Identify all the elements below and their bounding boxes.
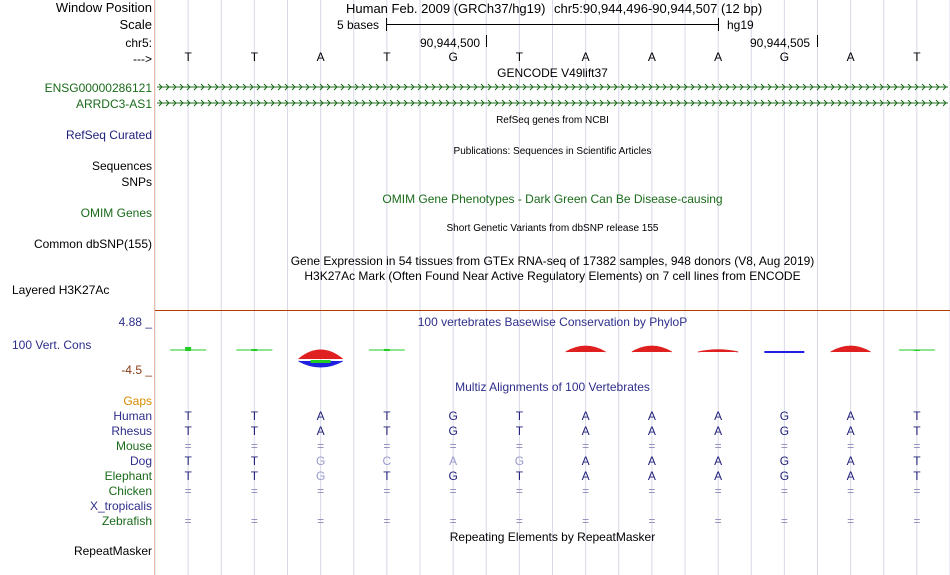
alignment-base-dog: T xyxy=(250,454,259,468)
alignment-base-zebrafish: = xyxy=(184,514,192,528)
ruler-coord-1: 90,944,500 xyxy=(420,36,481,50)
alignment-base-dog: A xyxy=(449,454,458,468)
reference-base: A xyxy=(316,50,325,64)
track-label-common-dbsnp[interactable]: Common dbSNP(155) xyxy=(33,237,152,251)
track-title-dbsnp: Short Genetic Variants from dbSNP release 155 xyxy=(446,223,659,234)
ruler-coord-2: 90,944,505 xyxy=(750,36,811,50)
alignment-base-elephant: T xyxy=(913,469,921,483)
alignment-base-dog: A xyxy=(714,454,723,468)
alignment-base-chicken: = xyxy=(317,484,325,498)
alignment-base-human: T xyxy=(913,409,921,423)
track-label-omim[interactable]: OMIM Genes xyxy=(80,206,152,220)
alignment-base-mouse: = xyxy=(648,439,656,453)
species-label-rhesus[interactable]: Rhesus xyxy=(111,424,152,438)
alignment-base-dog: G xyxy=(779,454,790,468)
alignment-base-zebrafish: = xyxy=(449,514,457,528)
species-label-chicken[interactable]: Chicken xyxy=(108,484,152,498)
track-title-h3k27ac: H3K27Ac Mark (Often Found Near Active Regulatory Elements) on 7 cell lines from ENCODE xyxy=(304,269,801,283)
scale-label: Scale xyxy=(119,17,152,32)
track-title-gtex: Gene Expression in 54 tissues from GTEx RNA-seq of 17382 samples, 948 donors (V8, Aug 2019) xyxy=(290,254,815,268)
alignment-base-dog: G xyxy=(315,454,326,468)
alignment-base-zebrafish: = xyxy=(913,514,921,528)
reference-base: T xyxy=(383,50,391,64)
assembly-title: Human Feb. 2009 (GRCh37/hg19) xyxy=(346,1,546,16)
alignment-base-mouse: = xyxy=(250,439,258,453)
alignment-base-chicken: = xyxy=(250,484,258,498)
species-label-mouse[interactable]: Mouse xyxy=(115,439,152,453)
alignment-base-elephant: G xyxy=(779,469,790,483)
cons-max-label: 4.88 _ xyxy=(118,315,152,329)
alignment-base-mouse: = xyxy=(184,439,192,453)
alignment-base-zebrafish: = xyxy=(515,514,523,528)
alignment-base-dog: A xyxy=(581,454,590,468)
reference-base: A xyxy=(581,50,590,64)
strand-arrow-label: ---> xyxy=(133,52,152,66)
alignment-base-zebrafish: = xyxy=(847,514,855,528)
scale-bar-text: 5 bases xyxy=(337,18,380,32)
alignment-base-chicken: = xyxy=(184,484,192,498)
alignment-base-mouse: = xyxy=(515,439,523,453)
reference-base: T xyxy=(184,50,192,64)
cons-min-label: -4.5 _ xyxy=(121,363,152,377)
track-title-phylop: 100 vertebrates Basewise Conservation by PhyloP xyxy=(417,315,688,329)
gene-label-arrdc3[interactable]: ARRDC3-AS1 xyxy=(75,97,152,111)
alignment-base-human: A xyxy=(581,409,590,423)
gene-label-ensg[interactable]: ENSG00000286121 xyxy=(44,81,152,95)
alignment-base-dog: T xyxy=(913,454,921,468)
alignment-base-rhesus: A xyxy=(647,424,656,438)
alignment-base-mouse: = xyxy=(847,439,855,453)
phylop-positive-peak xyxy=(299,350,343,359)
track-title-gencode: GENCODE V49lift37 xyxy=(497,66,608,80)
track-title-omim: OMIM Gene Phenotypes - Dark Green Can Be Disease-causing xyxy=(382,192,723,206)
alignment-base-chicken: = xyxy=(515,484,523,498)
alignment-base-elephant: T xyxy=(515,469,524,483)
phylop-bar xyxy=(311,360,331,363)
phylop-positive-peak xyxy=(632,346,672,352)
alignment-base-elephant: G xyxy=(448,469,458,483)
alignment-base-elephant: A xyxy=(714,469,723,483)
alignment-base-mouse: = xyxy=(317,439,325,453)
position-title: chr5:90,944,496-90,944,507 (12 bp) xyxy=(554,1,763,16)
alignment-base-human: A xyxy=(846,409,855,423)
alignment-base-human: T xyxy=(515,409,524,423)
alignment-base-chicken: = xyxy=(449,484,457,498)
alignment-base-zebrafish: = xyxy=(250,514,258,528)
alignment-base-rhesus: T xyxy=(184,424,192,438)
alignment-base-zebrafish: = xyxy=(714,514,722,528)
alignment-base-chicken: = xyxy=(780,484,788,498)
species-label-elephant[interactable]: Elephant xyxy=(104,469,152,483)
alignment-base-zebrafish: = xyxy=(780,514,788,528)
reference-base: G xyxy=(779,50,790,64)
track-label-gaps[interactable]: Gaps xyxy=(123,394,152,408)
alignment-base-chicken: = xyxy=(913,484,921,498)
reference-base: A xyxy=(714,50,723,64)
alignment-base-elephant: T xyxy=(250,469,259,483)
track-label-repeatmasker[interactable]: RepeatMasker xyxy=(73,544,152,558)
phylop-positive-peak xyxy=(566,346,606,352)
reference-base: A xyxy=(647,50,656,64)
track-title-multiz: Multiz Alignments of 100 Vertebrates xyxy=(455,380,650,394)
alignment-base-dog: A xyxy=(647,454,656,468)
alignment-base-elephant: G xyxy=(315,469,326,483)
alignment-base-mouse: = xyxy=(714,439,722,453)
alignment-base-human: T xyxy=(184,409,192,423)
phylop-positive-peak xyxy=(831,346,871,352)
track-label-sequences[interactable]: Sequences xyxy=(91,159,152,173)
alignment-base-rhesus: T xyxy=(383,424,391,438)
alignment-base-mouse: = xyxy=(383,439,391,453)
alignment-base-elephant: A xyxy=(647,469,656,483)
scale-db-label: hg19 xyxy=(727,18,754,32)
alignment-base-zebrafish: = xyxy=(317,514,325,528)
alignment-base-mouse: = xyxy=(449,439,457,453)
alignment-base-elephant: T xyxy=(184,469,192,483)
alignment-base-elephant: T xyxy=(383,469,391,483)
alignment-base-dog: G xyxy=(514,454,525,468)
alignment-base-rhesus: A xyxy=(846,424,855,438)
phylop-positive-peak xyxy=(698,350,738,352)
species-label-zebrafish[interactable]: Zebrafish xyxy=(101,514,152,528)
alignment-base-chicken: = xyxy=(847,484,855,498)
alignment-base-dog: T xyxy=(184,454,192,468)
reference-base: T xyxy=(913,50,921,64)
alignment-base-rhesus: G xyxy=(779,424,790,438)
track-label-snps[interactable]: SNPs xyxy=(121,175,152,189)
alignment-base-zebrafish: = xyxy=(582,514,590,528)
track-label-refseq[interactable]: RefSeq Curated xyxy=(65,128,152,142)
alignment-base-elephant: A xyxy=(846,469,855,483)
species-label-x-tropicalis[interactable]: X_tropicalis xyxy=(89,499,152,513)
alignment-base-chicken: = xyxy=(383,484,391,498)
alignment-base-elephant: A xyxy=(581,469,590,483)
reference-base: A xyxy=(846,50,855,64)
alignment-base-human: T xyxy=(383,409,391,423)
species-label-human[interactable]: Human xyxy=(113,409,152,423)
alignment-base-rhesus: A xyxy=(316,424,325,438)
reference-base: T xyxy=(250,50,259,64)
alignment-base-rhesus: T xyxy=(913,424,921,438)
alignment-base-human: A xyxy=(714,409,723,423)
alignment-base-chicken: = xyxy=(648,484,656,498)
track-title-repeatmasker: Repeating Elements by RepeatMasker xyxy=(449,530,656,544)
reference-base: G xyxy=(448,50,458,64)
alignment-base-mouse: = xyxy=(582,439,590,453)
alignment-base-human: A xyxy=(647,409,656,423)
alignment-base-zebrafish: = xyxy=(383,514,391,528)
alignment-base-rhesus: A xyxy=(714,424,723,438)
alignment-base-chicken: = xyxy=(582,484,590,498)
track-label-layered-h3k27ac[interactable]: Layered H3K27Ac xyxy=(12,283,110,297)
alignment-base-zebrafish: = xyxy=(648,514,656,528)
chr-label: chr5: xyxy=(125,36,152,50)
alignment-base-human: A xyxy=(316,409,325,423)
alignment-base-rhesus: G xyxy=(448,424,458,438)
track-title-refseq: RefSeq genes from NCBI xyxy=(496,115,609,126)
track-title-publications: Publications: Sequences in Scientific Articles xyxy=(453,146,652,157)
alignment-base-chicken: = xyxy=(714,484,722,498)
alignment-base-rhesus: A xyxy=(581,424,590,438)
alignment-base-rhesus: T xyxy=(515,424,524,438)
alignment-base-rhesus: T xyxy=(250,424,259,438)
reference-base: T xyxy=(515,50,524,64)
species-label-dog[interactable]: Dog xyxy=(129,454,152,468)
alignment-base-human: G xyxy=(448,409,458,423)
alignment-base-human: T xyxy=(250,409,259,423)
alignment-base-dog: A xyxy=(846,454,855,468)
alignment-base-dog: C xyxy=(382,454,392,468)
alignment-base-human: G xyxy=(779,409,790,423)
track-label-conservation[interactable]: 100 Vert. Cons xyxy=(12,338,92,352)
alignment-base-mouse: = xyxy=(780,439,788,453)
alignment-base-mouse: = xyxy=(913,439,921,453)
window-position-label: Window Position xyxy=(55,0,152,15)
